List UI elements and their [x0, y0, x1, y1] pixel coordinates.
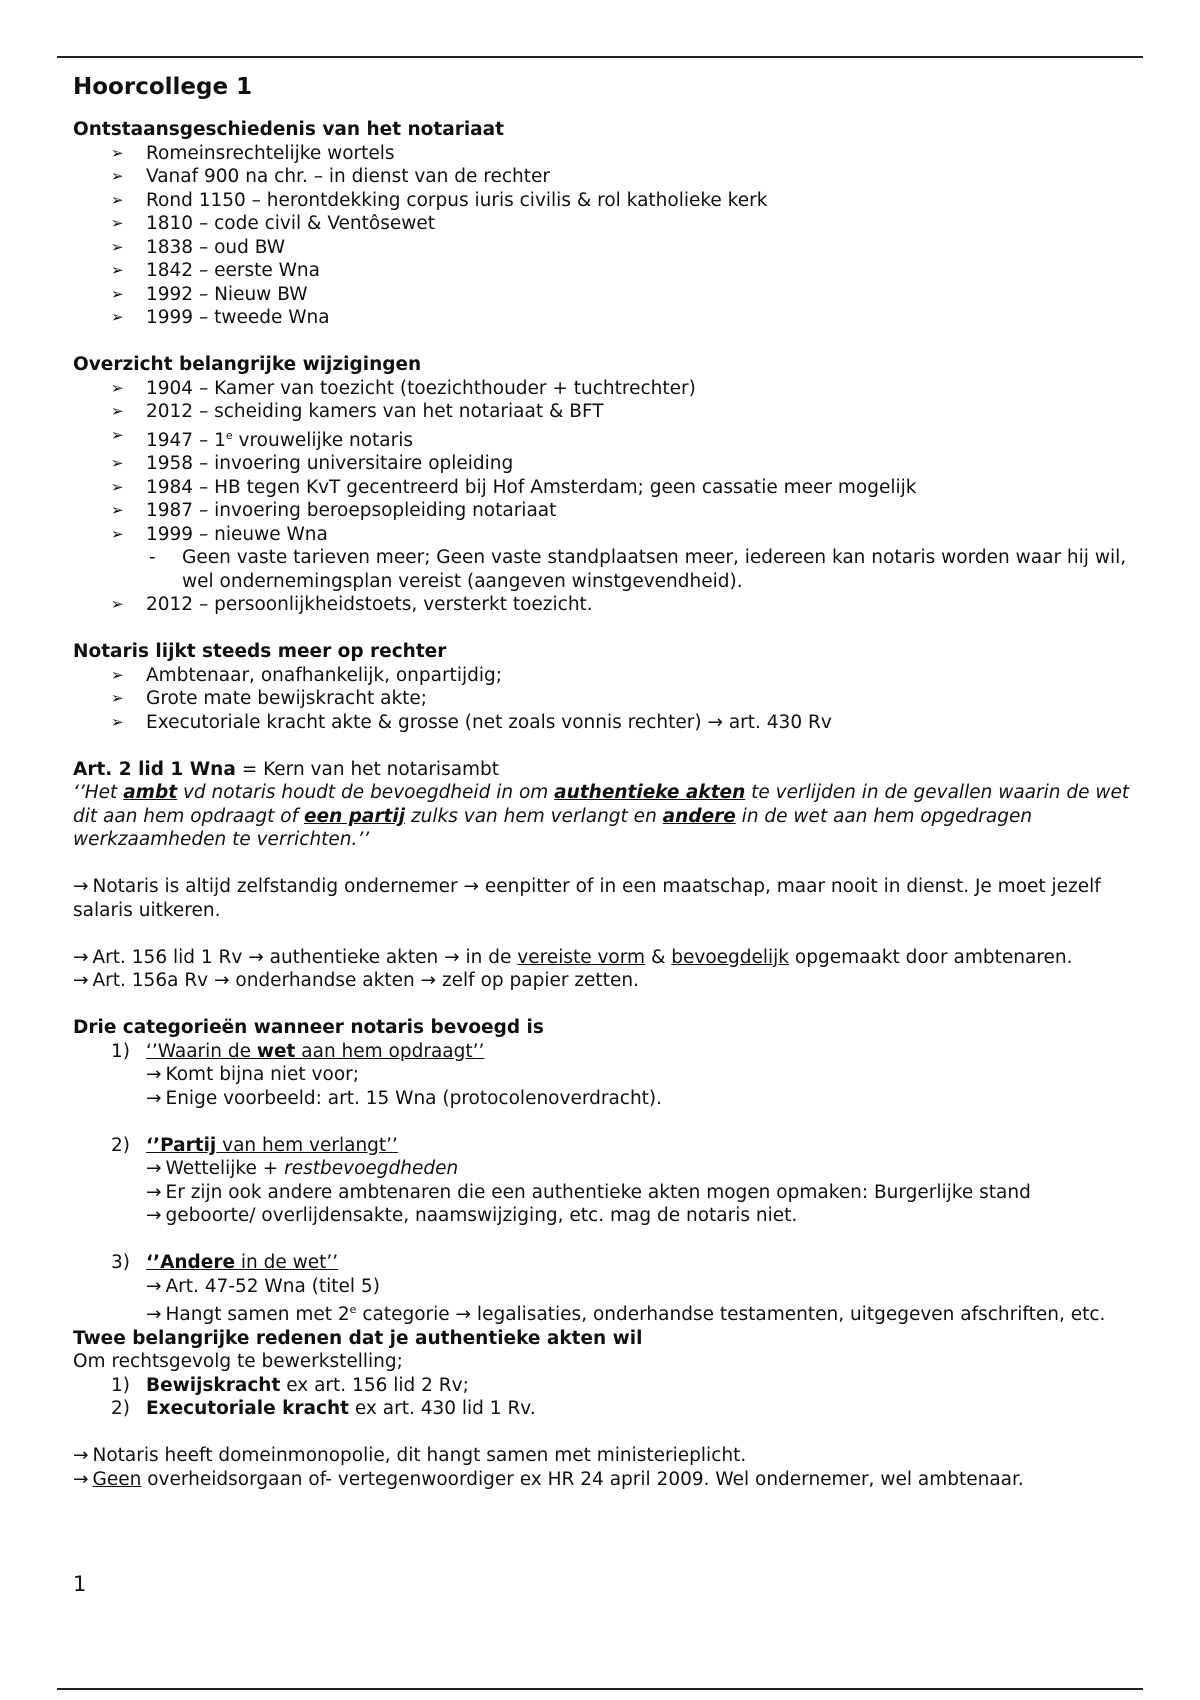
paragraph-overheidsorgaan: → Geen overheidsorgaan of- vertegenwoordiger ex HR 24 april 2009. Wel ondernemer, wel ambtenaar.: [73, 1468, 1024, 1490]
dash-item: - Geen vaste tarieven meer; Geen vaste standplaatsen meer, iedereen kan notaris worden waar hij wil, wel ondernemingsplan vereist (aangeven winstgevendheid).: [73, 546, 1143, 593]
article-heading: Art. 2 lid 1 Wna = Kern van het notarisambt: [73, 758, 500, 780]
page-number: 1: [73, 1572, 87, 1596]
category-2-line: → Wettelijke + restbevoegdheden: [146, 1158, 459, 1180]
list-item: ➢ 2012 – persoonlijkheidstoets, versterkt toezicht.: [73, 593, 1143, 617]
list-item: ➢ 1904 – Kamer van toezicht (toezichthouder + tuchtrechter): [73, 377, 1143, 401]
article-quote: ‘’Het ambt vd notaris houdt de bevoegdheid in om authentieke akten te verlijden in de gevallen waarin de wet dit aan hem opdraagt of een partij zulks van hem verlangt en andere in de wet aan hem opgedragen werkzaamheden te verrichten.’’: [73, 782, 1130, 851]
section-heading-categorieen: Drie categorieën wanneer notaris bevoegd is: [73, 1017, 544, 1039]
list-item: ➢ Rond 1150 – herontdekking corpus iuris civilis & rol katholieke kerk: [73, 189, 1143, 213]
category-2-line: → Er zijn ook andere ambtenaren die een authentieke akten mogen opmaken: Burgerlijke stand: [146, 1181, 1031, 1203]
list-item: ➢ 1810 – code civil & Ventôsewet: [73, 212, 1143, 236]
list-item: ➢ Ambtenaar, onafhankelijk, onpartijdig;: [73, 664, 1143, 688]
paragraph-art156a: → Art. 156a Rv → onderhandse akten → zelf op papier zetten.: [73, 970, 639, 992]
category-2: 2) ‘’Partij van hem verlangt’’ → Wettelijke + restbevoegdheden → Er zijn ook andere ambtenaren die een authentieke akten mogen opmaken: Burgerlijke stand → geboorte/ overlijdensakte, naamswijziging, etc. mag de notaris niet.: [73, 1134, 1143, 1228]
list-item: ➢ Grote mate bewijskracht akte;: [73, 687, 1143, 711]
list-item: ➢ Executoriale kracht akte & grosse (net zoals vonnis rechter) → art. 430 Rv: [73, 711, 1143, 735]
list-item: ➢ 1984 – HB tegen KvT gecentreerd bij Hof Amsterdam; geen cassatie meer mogelijk: [73, 476, 1143, 500]
paragraph-domeinmonopolie: → Notaris heeft domeinmonopolie, dit hangt samen met ministerieplicht.: [73, 1445, 747, 1467]
section-heading-rechter: Notaris lijkt steeds meer op rechter: [73, 641, 447, 663]
page-title: Hoorcollege 1: [73, 74, 253, 100]
header-rule: [57, 56, 1143, 58]
list-item: ➢ 1999 – nieuwe Wna: [73, 523, 1143, 547]
category-3-title: ‘’Andere in de wet’’: [146, 1252, 339, 1274]
list-item: ➢ Vanaf 900 na chr. – in dienst van de rechter: [73, 165, 1143, 189]
list-item: ➢ Romeinsrechtelijke wortels: [73, 142, 1143, 166]
category-2-line: → geboorte/ overlijdensakte, naamswijziging, etc. mag de notaris niet.: [146, 1205, 798, 1227]
paragraph-art156: → Art. 156 lid 1 Rv → authentieke akten → in de vereiste vorm & bevoegdelijk opgemaakt door ambtenaren.: [73, 946, 1073, 968]
paragraph-zelfstandig: → Notaris is altijd zelfstandig ondernemer → eenpitter of in een maatschap, maar nooit in dienst. Je moet jezelf salaris uitkeren.: [73, 876, 1101, 921]
list-item: ➢ 1987 – invoering beroepsopleiding notariaat: [73, 499, 1143, 523]
list-item: ➢ 1842 – eerste Wna: [73, 259, 1143, 283]
category-1-line: → Komt bijna niet voor;: [146, 1064, 359, 1086]
category-1: 1) ‘’Waarin de wet aan hem opdraagt’’ → Komt bijna niet voor; → Enige voorbeeld: art. 15 Wna (protocolenoverdracht).: [73, 1040, 1143, 1111]
redenen-intro: Om rechtsgevolg te bewerkstelling;: [73, 1351, 403, 1373]
category-2-title: ‘’Partij van hem verlangt’’: [146, 1134, 398, 1156]
reason-1: 1) Bewijskracht ex art. 156 lid 2 Rv;: [111, 1374, 469, 1396]
category-1-title: ‘’Waarin de wet aan hem opdraagt’’: [146, 1040, 485, 1062]
list-item: ➢ 1958 – invoering universitaire opleiding: [73, 452, 1143, 476]
list-item: ➢ 1999 – tweede Wna: [73, 306, 1143, 330]
document-page: [73, 72, 1143, 1491]
list-item: ➢ 1838 – oud BW: [73, 236, 1143, 260]
reason-2: 2) Executoriale kracht ex art. 430 lid 1 Rv.: [111, 1398, 536, 1420]
list-item: ➢ 1992 – Nieuw BW: [73, 283, 1143, 307]
list-item: ➢ 2012 – scheiding kamers van het notariaat & BFT: [73, 400, 1143, 424]
list-item: ➢ 1947 – 1e vrouwelijke notaris: [73, 424, 1143, 453]
category-3-line: → Hangt samen met 2e categorie → legalisaties, onderhandse testamenten, uitgegeven afschriften, etc.: [146, 1303, 1106, 1326]
section-heading-ontstaan: Ontstaansgeschiedenis van het notariaat: [73, 119, 504, 140]
category-3: 3) ‘’Andere in de wet’’ → Art. 47-52 Wna (titel 5) → Hangt samen met 2e categorie → legalisaties, onderhandse testamenten, uitgegeven afschriften, etc.: [73, 1251, 1143, 1327]
category-3-line: → Art. 47-52 Wna (titel 5): [146, 1275, 380, 1297]
section-heading-redenen: Twee belangrijke redenen dat je authentieke akten wil: [73, 1327, 643, 1349]
section-heading-wijzigingen: Overzicht belangrijke wijzigingen: [73, 354, 422, 375]
footer-rule: [57, 1688, 1143, 1690]
category-1-line: → Enige voorbeeld: art. 15 Wna (protocolenoverdracht).: [146, 1087, 663, 1109]
